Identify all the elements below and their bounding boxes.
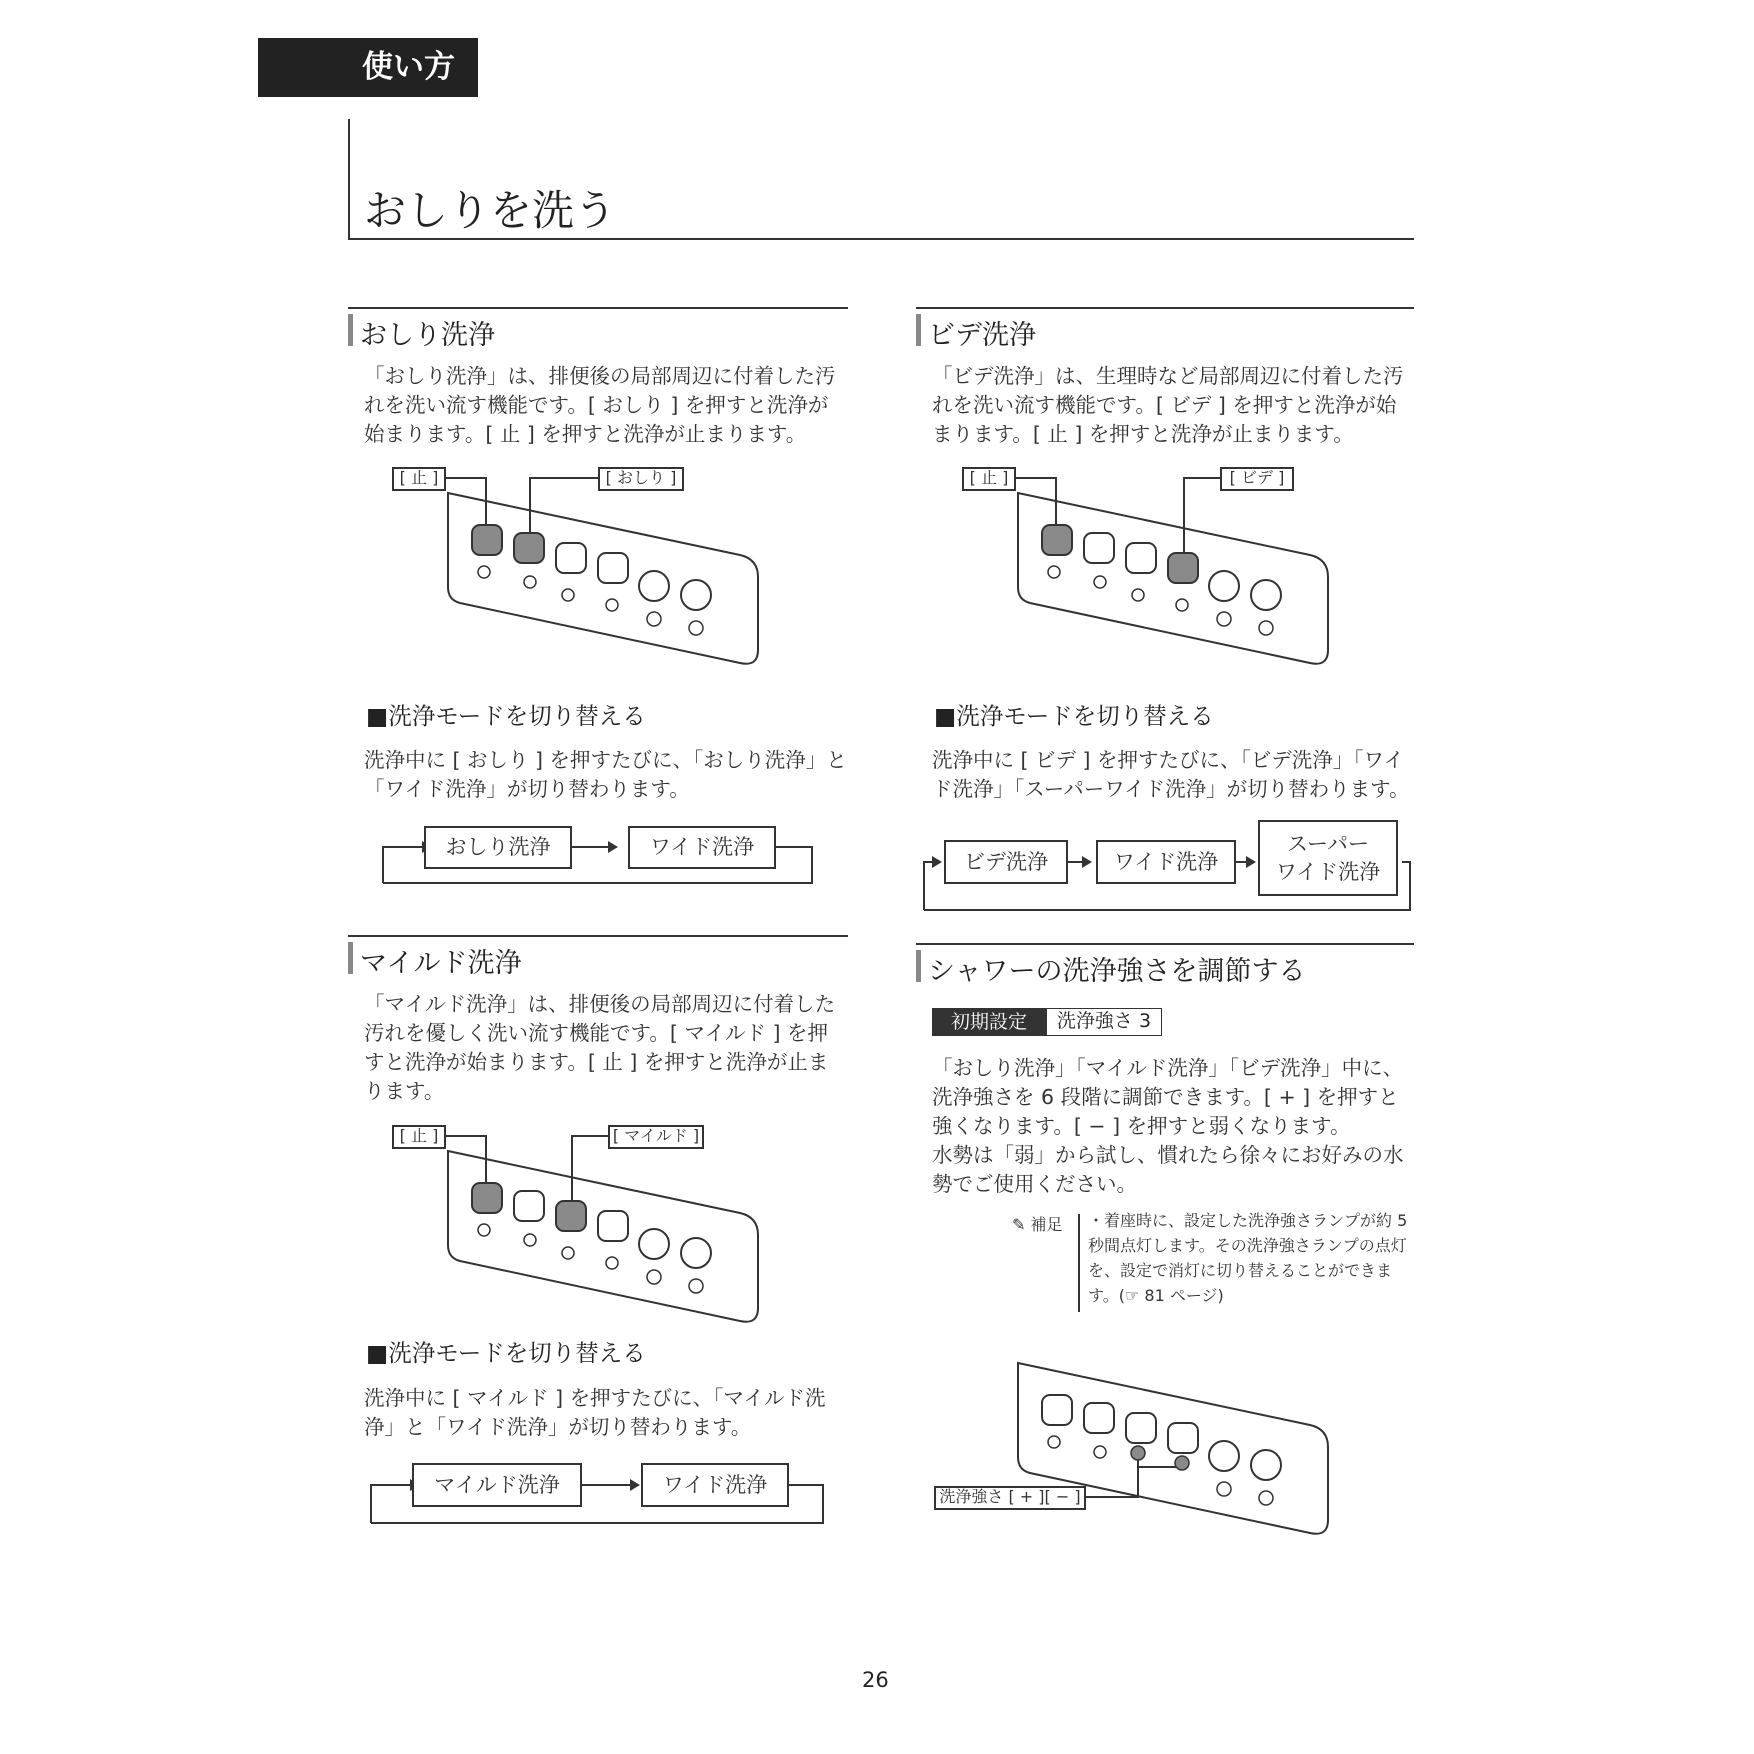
note-text: ・着座時に、設定した洗浄強さランプが約 5 秒間点灯します。その洗浄強さランプの点灯を、設定で消灯に切り替えることができます。(☞ 81 ページ) xyxy=(1088,1211,1408,1305)
label-stop: [ 止 ] xyxy=(392,467,446,491)
remote-panel-oshiri xyxy=(440,475,780,675)
section-title-oshiri: おしり洗浄 xyxy=(360,320,495,351)
label-stop: [ 止 ] xyxy=(962,467,1016,491)
section-bar xyxy=(916,314,921,346)
note-rule xyxy=(1078,1214,1080,1312)
flow-box-oshiri-1: おしり洗浄 xyxy=(424,826,572,869)
section-rule xyxy=(348,307,848,309)
remote-diagram-bidet xyxy=(1010,475,1350,675)
bidet-description: 「ビデ洗浄」は、生理時など局部周辺に付着した汚れを洗い流す機能です。[ ビデ ] を押すと洗浄が始まります。[ 止 ] を押すと洗浄が止まります。 xyxy=(932,364,1404,446)
mode-description-mild: 洗浄中に [ マイルド ] を押すたびに、「マイルド洗浄」と「ワイド洗浄」が切り替わります。 xyxy=(364,1386,826,1439)
flow-box-bidet-1: ビデ洗浄 xyxy=(944,840,1068,884)
label-stop: [ 止 ] xyxy=(392,1125,446,1149)
pencil-icon: ✎ xyxy=(1012,1215,1026,1234)
mode-description-oshiri: 洗浄中に [ おしり ] を押すたびに、「おしり洗浄」と「ワイド洗浄」が切り替わります。 xyxy=(364,748,847,801)
mode-heading-oshiri: ■洗浄モードを切り替える xyxy=(366,702,646,730)
flow-box-bidet-2: ワイド洗浄 xyxy=(1096,840,1236,884)
remote-diagram-oshiri xyxy=(440,475,1040,675)
title-underline xyxy=(348,238,1414,240)
section-bar xyxy=(916,950,921,982)
section-bar xyxy=(348,314,353,346)
section-rule xyxy=(348,935,848,937)
mode-heading-bidet: ■洗浄モードを切り替える xyxy=(934,702,1214,730)
remote-panel-mild xyxy=(440,1133,780,1333)
section-title-mild: マイルド洗浄 xyxy=(360,948,522,979)
remote-diagram-strength xyxy=(1010,1345,1350,1545)
flow-box-mild-1: マイルド洗浄 xyxy=(412,1463,582,1507)
oshiri-description: 「おしり洗浄」は、排便後の局部周辺に付着した汚れを洗い流す機能です。[ おしり ] を押すと洗浄が始まります。[ 止 ] を押すと洗浄が止まります。 xyxy=(364,364,836,446)
label-oshiri: [ おしり ] xyxy=(598,467,684,491)
note-label: 補足 xyxy=(1030,1215,1063,1234)
mode-description-bidet: 洗浄中に [ ビデ ] を押すたびに、「ビデ洗浄」「ワイド洗浄」「スーパーワイド洗浄」が切り替わります。 xyxy=(932,748,1410,801)
page-number: 26 xyxy=(862,1668,889,1692)
default-setting-value: 洗浄強さ 3 xyxy=(1046,1008,1162,1036)
section-rule xyxy=(916,307,1414,309)
default-setting-label: 初期設定 xyxy=(932,1008,1046,1036)
shower-description: 「おしり洗浄」「マイルド洗浄」「ビデ洗浄」中に、洗浄強さを 6 段階に調節できます。[ + ] を押すと強くなります。[ − ] を押すと弱くなります。 xyxy=(932,1056,1404,1138)
label-mild: [ マイルド ] xyxy=(608,1125,704,1149)
note-heading xyxy=(1012,1212,1063,1235)
title-vertical-rule xyxy=(348,119,350,239)
mild-description: 「マイルド洗浄」は、排便後の局部周辺に付着した汚れを優しく洗い流す機能です。[ マイルド ] を押すと洗浄が始まります。[ 止 ] を押すと洗浄が止まります。 xyxy=(364,992,836,1103)
label-bidet: [ ビデ ] xyxy=(1220,467,1294,491)
section-title-bidet: ビデ洗浄 xyxy=(928,320,1036,351)
section-rule xyxy=(916,943,1414,945)
section-bar xyxy=(348,942,353,974)
section-title-shower: シャワーの洗浄強さを調節する xyxy=(928,956,1306,987)
remote-panel-bidet xyxy=(1010,475,1350,675)
label-strength: 洗浄強さ [ + ][ − ] xyxy=(934,1486,1086,1510)
remote-panel-strength xyxy=(1010,1345,1350,1545)
flow-box-mild-2: ワイド洗浄 xyxy=(641,1463,789,1507)
mode-heading-mild: ■洗浄モードを切り替える xyxy=(366,1339,646,1367)
shower-advice: 水勢は「弱」から試し、慣れたら徐々にお好みの水勢でご使用ください。 xyxy=(932,1143,1404,1196)
flow-box-bidet-3-line2: ワイド洗浄 xyxy=(1275,860,1381,884)
flow-box-oshiri-2: ワイド洗浄 xyxy=(628,826,776,869)
flow-box-bidet-3-line1: スーパー xyxy=(1287,832,1369,856)
flow-box-bidet-3 xyxy=(1258,820,1398,896)
remote-diagram-mild xyxy=(440,1133,780,1333)
section-tab: 使い方 xyxy=(258,38,478,97)
page-title: おしりを洗う xyxy=(364,186,617,235)
